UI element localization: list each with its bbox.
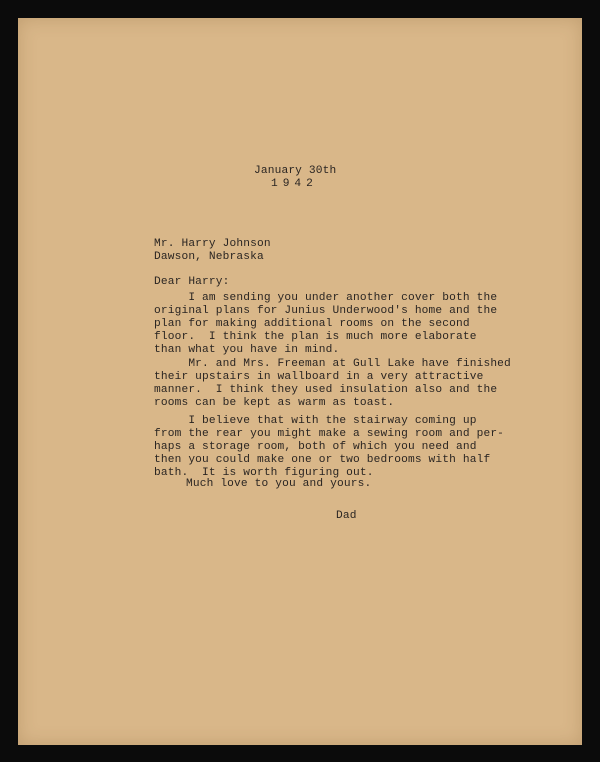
paragraph-line: rooms can be kept as warm as toast. (154, 397, 395, 409)
paragraph-line: I believe that with the stairway coming up (154, 415, 477, 427)
date-line: January 30th (254, 165, 337, 177)
recipient-location: Dawson, Nebraska (154, 251, 264, 263)
paragraph-line: Mr. and Mrs. Freeman at Gull Lake have finished (154, 358, 511, 370)
paragraph-line: from the rear you might make a sewing room and per- (154, 428, 505, 440)
salutation: Dear Harry: (154, 276, 230, 288)
paragraph-line: original plans for Junius Underwood's home and the (154, 305, 498, 317)
paragraph-line: their upstairs in wallboard in a very attractive (154, 371, 484, 383)
paragraph-1 (154, 292, 514, 357)
signature: Dad (336, 510, 357, 522)
letter-paper (18, 18, 582, 745)
paragraph-line: bath. It is worth figuring out. (154, 467, 374, 479)
paragraph-3 (154, 415, 514, 480)
paragraph-2 (154, 358, 514, 410)
paragraph-line: plan for making additional rooms on the second (154, 318, 470, 330)
letter-body (18, 18, 582, 745)
recipient-name: Mr. Harry Johnson (154, 238, 271, 250)
paragraph-line: floor. I think the plan is much more elaborate (154, 331, 477, 343)
paragraph-line: haps a storage room, both of which you need and (154, 441, 477, 453)
closing-line: Much love to you and yours. (186, 478, 372, 490)
paragraph-line: than what you have in mind. (154, 344, 340, 356)
year-line: 1942 (271, 178, 318, 190)
paragraph-line: manner. I think they used insulation also and the (154, 384, 498, 396)
paragraph-line: then you could make one or two bedrooms with half (154, 454, 491, 466)
paragraph-line: I am sending you under another cover both the (154, 292, 498, 304)
